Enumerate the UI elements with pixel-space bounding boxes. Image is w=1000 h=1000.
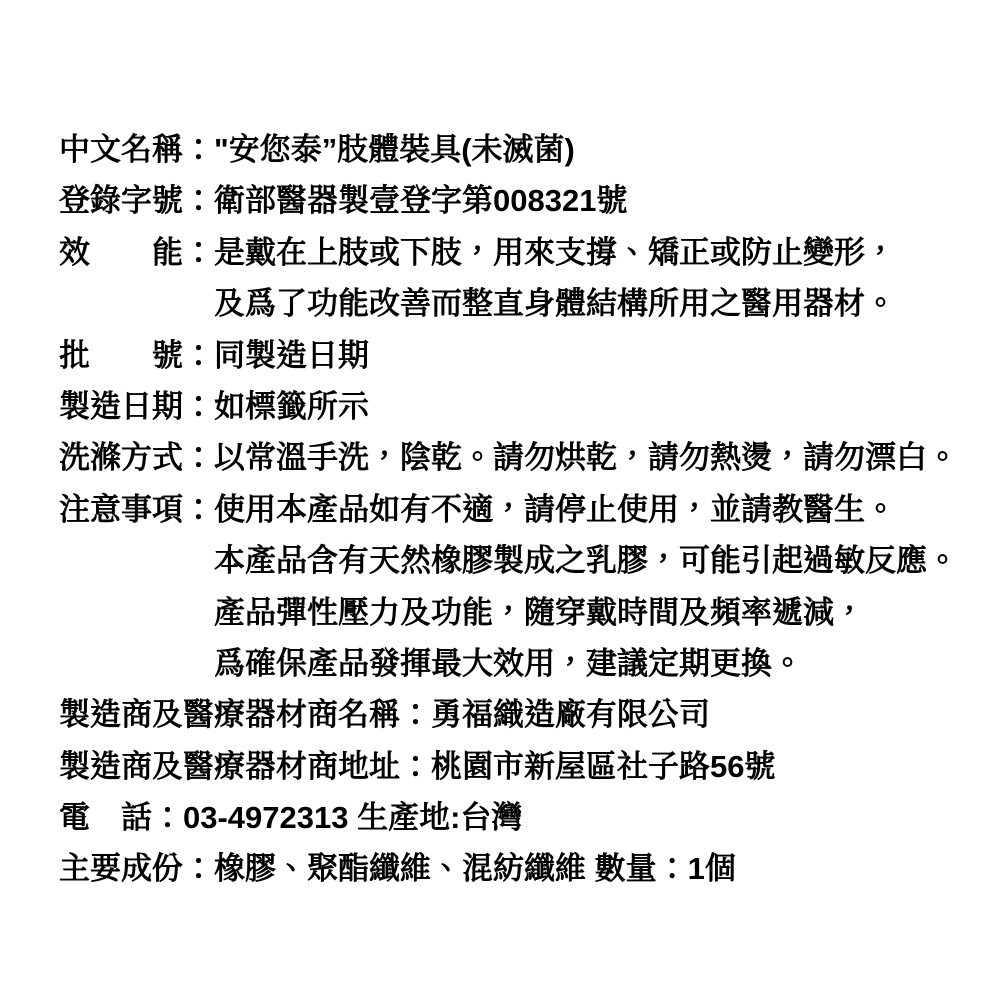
field-value-precautions-continuation-1: 本產品含有天然橡膠製成之乳膠，可能引起過敏反應。 — [214, 543, 958, 579]
field-colon: ： — [183, 491, 214, 527]
field-colon: ： — [152, 800, 183, 836]
info-line-chinese-name — [59, 124, 1000, 175]
info-line-precautions-continuation-2 — [59, 587, 1000, 638]
info-line-washing-method — [59, 432, 1000, 483]
field-value-manufacturer-address: 桃園市新屋區社子路56號 — [431, 748, 776, 784]
info-line-main-ingredients — [59, 843, 1000, 894]
field-label-chinese-name: 中文名稱 — [59, 132, 183, 167]
field-value-manufacture-date: 如標籤所示 — [214, 388, 369, 424]
info-line-telephone — [59, 792, 1000, 843]
field-value-manufacturer-name: 勇福織造廠有限公司 — [431, 697, 710, 733]
field-label-precautions: 注意事項 — [59, 491, 183, 527]
field-colon: ： — [183, 388, 214, 424]
field-colon: ： — [183, 132, 214, 167]
field-label-efficacy: 效 能 — [59, 234, 183, 270]
field-value-washing-method: 以常溫手洗，陰乾。請勿烘乾，請勿熱燙，請勿漂白。 — [214, 440, 958, 476]
field-value-efficacy-continuation: 及爲了功能改善而整直身體結構所用之醫用器材。 — [214, 286, 896, 322]
info-line-efficacy — [59, 227, 1000, 278]
info-line-efficacy-continuation — [59, 278, 1000, 329]
field-value-registration-number: 衛部醫器製壹登字第008321號 — [214, 183, 628, 219]
field-colon: ： — [183, 337, 214, 373]
field-label-telephone: 電 話 — [59, 800, 152, 836]
info-line-precautions-continuation-1 — [59, 535, 1000, 586]
field-label-batch-number: 批 號 — [59, 337, 183, 373]
field-label-main-ingredients: 主要成份 — [59, 851, 183, 887]
info-line-manufacturer-address — [59, 741, 1000, 792]
info-line-registration-number — [59, 175, 1000, 226]
field-value-chinese-name: "安您泰”肢體裝具(未滅菌) — [214, 132, 575, 167]
field-colon: ： — [183, 183, 214, 219]
info-line-precautions-continuation-3 — [59, 638, 1000, 689]
field-value-main-ingredients: 橡膠、聚酯纖維、混紡纖維 數量：1個 — [214, 851, 736, 887]
field-label-manufacturer-name: 製造商及醫療器材商名稱 — [59, 697, 400, 733]
field-label-registration-number: 登錄字號 — [59, 183, 183, 219]
field-value-efficacy: 是戴在上肢或下肢，用來支撐、矯正或防止變形， — [214, 234, 896, 270]
field-colon: ： — [400, 748, 431, 784]
info-line-manufacture-date — [59, 381, 1000, 432]
field-label-manufacturer-address: 製造商及醫療器材商地址 — [59, 748, 400, 784]
info-line-manufacturer-name — [59, 689, 1000, 740]
field-value-precautions: 使用本產品如有不適，請停止使用，並請教醫生。 — [214, 491, 896, 527]
field-value-telephone: 03-4972313 生產地:台灣 — [183, 800, 523, 836]
field-value-batch-number: 同製造日期 — [214, 337, 369, 373]
field-colon: ： — [183, 234, 214, 270]
field-value-precautions-continuation-3: 爲確保產品發揮最大效用，建議定期更換。 — [214, 645, 803, 681]
field-label-washing-method: 洗滌方式 — [59, 440, 183, 476]
field-colon: ： — [183, 440, 214, 476]
product-label-document — [59, 124, 1000, 895]
info-line-precautions — [59, 484, 1000, 535]
field-label-manufacture-date: 製造日期 — [59, 388, 183, 424]
field-colon: ： — [183, 851, 214, 887]
field-value-precautions-continuation-2: 產品彈性壓力及功能，隨穿戴時間及頻率遞減， — [214, 594, 865, 630]
field-colon: ： — [400, 697, 431, 733]
info-line-batch-number — [59, 330, 1000, 381]
